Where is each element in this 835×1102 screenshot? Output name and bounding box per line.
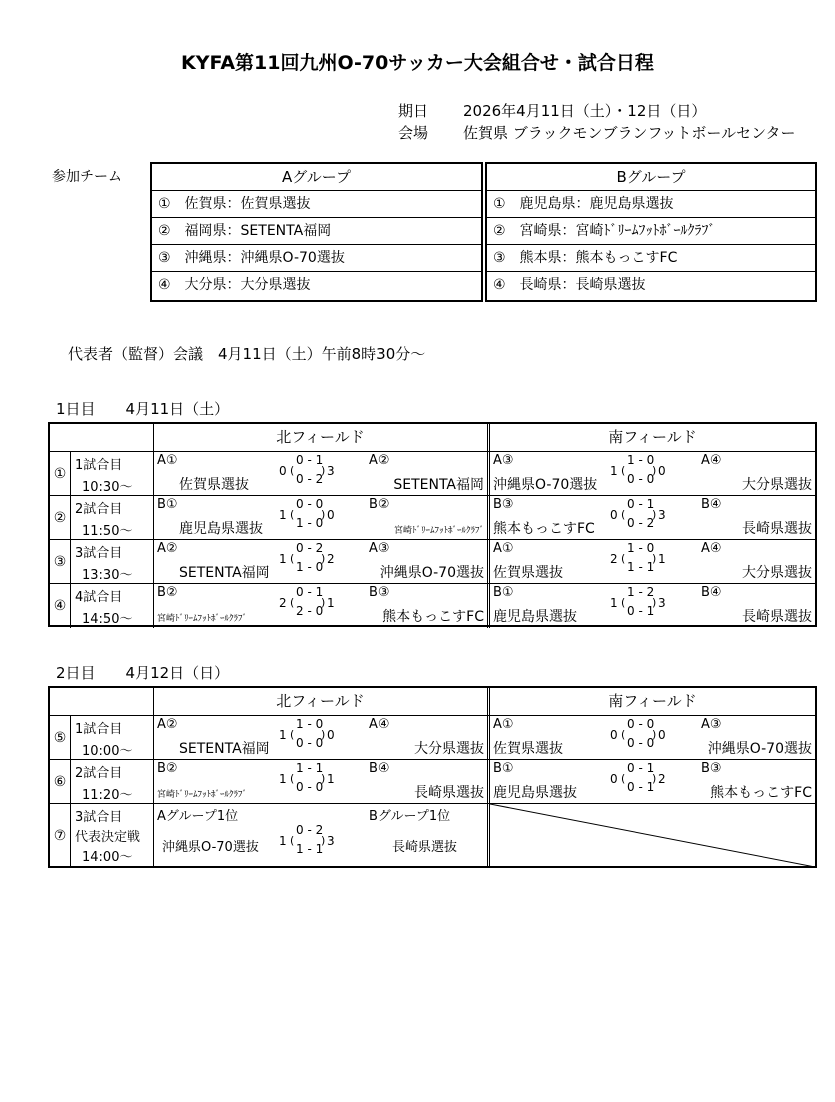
- paren-close: ): [652, 464, 657, 477]
- seed-code: A④: [701, 541, 722, 556]
- paren-open: (: [621, 508, 626, 521]
- paren-close: ): [321, 596, 326, 609]
- score-block: [279, 452, 345, 492]
- half-score: 1 - 1: [627, 560, 655, 574]
- score-total: 1: [327, 596, 335, 610]
- match-row: [50, 583, 815, 628]
- half-score: 0 - 1: [627, 497, 655, 511]
- paren-close: ): [321, 728, 326, 741]
- group-b-team: ① 鹿児島県：鹿児島県選抜: [487, 191, 815, 218]
- half-score: 1 - 1: [296, 761, 324, 775]
- score-total: 0: [610, 508, 618, 522]
- team-name: 長崎県選抜: [742, 609, 812, 625]
- south-match: [490, 716, 815, 760]
- half-score: 0 - 1: [296, 453, 324, 467]
- paren-close: ): [652, 508, 657, 521]
- group-b-team: ④ 長崎県：長崎県選抜: [493, 277, 646, 293]
- team-name: 佐賀県選抜: [493, 565, 563, 581]
- team-name: SETENTA福岡: [393, 477, 484, 493]
- score-total: 1: [279, 552, 287, 566]
- half-score: 0 - 2: [296, 472, 324, 486]
- score-total: 3: [658, 508, 666, 522]
- half-score: 2 - 0: [296, 604, 324, 618]
- group-a-team: ④ 大分県：大分県選抜: [158, 277, 311, 293]
- slot-cell: [71, 496, 154, 540]
- paren-close: ): [321, 508, 326, 521]
- seed-code: A③: [369, 541, 390, 556]
- seed-code: B③: [701, 761, 722, 776]
- paren-open: (: [290, 728, 295, 741]
- score-total: 1: [279, 508, 287, 522]
- group-a-team: ① 佐賀県：佐賀県選抜: [152, 191, 481, 218]
- score-block: [279, 822, 345, 862]
- day1-heading: 1日目 4月11日（土）: [56, 400, 230, 418]
- seed-code: B①: [493, 585, 514, 600]
- match-number: ⑥: [50, 760, 71, 804]
- page-title: KYFA第11回九州O-70サッカー大会組合せ・試合日程: [181, 52, 654, 74]
- score-block: [610, 760, 676, 800]
- score-total: 1: [279, 834, 287, 848]
- day2-table: [48, 686, 817, 868]
- team-name: 佐賀県選抜: [179, 477, 249, 493]
- score-block: [610, 452, 676, 492]
- score-total: 2: [327, 552, 335, 566]
- north-match: [154, 496, 490, 540]
- team-name: 熊本もっこすFC: [493, 521, 595, 537]
- group-a-header: Aグループ: [152, 164, 481, 191]
- slot-cell: [71, 540, 154, 584]
- group-a-team: ③ 沖縄県：沖縄県O-70選抜: [152, 245, 481, 272]
- north-match: [154, 716, 490, 760]
- paren-open: (: [290, 508, 295, 521]
- half-score: 1 - 2: [627, 585, 655, 599]
- score-total: 1: [279, 728, 287, 742]
- score-total: 0: [327, 508, 335, 522]
- team-name: SETENTA福岡: [179, 565, 270, 581]
- team-name: 沖縄県O-70選抜: [162, 840, 259, 855]
- day1-table: [48, 422, 817, 627]
- seed-code: Bグループ1位: [369, 809, 451, 824]
- slot-label: 1試合目: [75, 458, 123, 473]
- team-name: 沖縄県O-70選抜: [707, 741, 812, 757]
- kickoff-time: 10:00～: [82, 744, 133, 759]
- paren-close: ): [652, 596, 657, 609]
- south-match: [490, 760, 815, 804]
- seed-code: B②: [157, 585, 178, 600]
- slot-label: 4試合目: [75, 590, 123, 605]
- match-number: ①: [50, 452, 71, 496]
- south-field-header: 南フィールド: [608, 428, 697, 446]
- score-total: 1: [610, 596, 618, 610]
- team-name: 長崎県選抜: [742, 521, 812, 537]
- score-block: [279, 540, 345, 580]
- seed-code: A②: [369, 453, 390, 468]
- paren-open: (: [290, 552, 295, 565]
- north-match: [154, 760, 490, 804]
- half-score: 0 - 2: [296, 541, 324, 555]
- seed-code: A①: [157, 453, 178, 468]
- team-name: 佐賀県選抜: [493, 741, 563, 757]
- slot-label: 2試合目: [75, 766, 123, 781]
- seed-code: A②: [157, 541, 178, 556]
- seed-code: B④: [701, 585, 722, 600]
- south-match: [490, 540, 815, 584]
- score-total: 0: [658, 464, 666, 478]
- score-total: 2: [658, 772, 666, 786]
- half-score: 1 - 1: [296, 842, 324, 856]
- seed-code: B①: [493, 761, 514, 776]
- north-match: [154, 540, 490, 584]
- paren-close: ): [652, 772, 657, 785]
- slot-cell: [71, 584, 154, 628]
- score-block: [610, 716, 676, 756]
- corner-cell: [50, 688, 154, 715]
- seed-code: B④: [701, 497, 722, 512]
- paren-open: (: [290, 464, 295, 477]
- groups-label: 参加チーム: [52, 169, 122, 185]
- seed-code: B②: [157, 761, 178, 776]
- half-score: 0 - 0: [627, 736, 655, 750]
- team-name: 長崎県選抜: [414, 785, 484, 801]
- paren-open: (: [290, 772, 295, 785]
- score-block: [610, 496, 676, 536]
- seed-code: A①: [493, 717, 514, 732]
- slot-cell: [71, 716, 154, 760]
- kickoff-time: 11:20～: [82, 788, 133, 803]
- team-name: 宮崎ﾄﾞﾘｰﾑﾌｯﾄﾎﾞｰﾙｸﾗﾌﾞ: [157, 790, 248, 800]
- half-score: 0 - 0: [296, 736, 324, 750]
- score-total: 2: [279, 596, 287, 610]
- paren-close: ): [652, 728, 657, 741]
- team-name: 大分県選抜: [414, 741, 484, 757]
- paren-open: (: [621, 464, 626, 477]
- score-total: 1: [610, 464, 618, 478]
- half-score: 0 - 1: [627, 604, 655, 618]
- match-number: ②: [50, 496, 71, 540]
- score-total: 3: [658, 596, 666, 610]
- score-block: [279, 760, 345, 800]
- group-b-team: ③ 熊本県：熊本もっこすFC: [487, 245, 815, 272]
- score-total: 0: [658, 728, 666, 742]
- half-score: 0 - 0: [627, 717, 655, 731]
- team-name: 熊本もっこすFC: [710, 785, 812, 801]
- half-score: 1 - 0: [627, 541, 655, 555]
- north-match: [154, 584, 490, 628]
- team-name: 鹿児島県選抜: [493, 785, 577, 801]
- paren-open: (: [621, 772, 626, 785]
- score-total: 0: [279, 464, 287, 478]
- seed-code: B③: [493, 497, 514, 512]
- group-b: [485, 162, 817, 302]
- day2-heading: 2日目 4月12日（日）: [56, 664, 230, 682]
- score-total: 0: [610, 772, 618, 786]
- south-match: [490, 584, 815, 628]
- match-row: [50, 495, 815, 540]
- paren-open: (: [290, 596, 295, 609]
- kickoff-time: 14:50～: [82, 612, 133, 627]
- team-name: 鹿児島県選抜: [493, 609, 577, 625]
- paren-close: ): [321, 464, 326, 477]
- day2-header: [154, 688, 815, 715]
- south-field-header: 南フィールド: [608, 692, 697, 710]
- score-total: 0: [327, 728, 335, 742]
- group-a: [150, 162, 483, 302]
- score-block: [279, 496, 345, 536]
- final-match-row: [50, 803, 815, 867]
- corner-cell: [50, 424, 154, 451]
- south-match: [490, 496, 815, 540]
- match-row: [50, 715, 815, 760]
- half-score: 0 - 1: [296, 585, 324, 599]
- match-row: [50, 759, 815, 804]
- paren-open: (: [621, 728, 626, 741]
- slot-label: 2試合目: [75, 502, 123, 517]
- team-name: SETENTA福岡: [179, 741, 270, 757]
- score-total: 0: [610, 728, 618, 742]
- slot-cell: [71, 760, 154, 804]
- team-name: 大分県選抜: [742, 565, 812, 581]
- score-total: 1: [327, 772, 335, 786]
- seed-code: A④: [369, 717, 390, 732]
- half-score: 0 - 1: [627, 780, 655, 794]
- date-label: 期日: [398, 102, 429, 120]
- kickoff-time: 14:00～: [82, 850, 133, 865]
- group-a-team: ② 福岡県：SETENTA福岡: [152, 218, 481, 245]
- match-row: [50, 451, 815, 496]
- group-b-header: Bグループ: [487, 164, 815, 191]
- slot-cell: [71, 804, 154, 867]
- seed-code: B④: [369, 761, 390, 776]
- paren-close: ): [652, 552, 657, 565]
- paren-close: ): [321, 552, 326, 565]
- score-total: 2: [610, 552, 618, 566]
- slot-label: 3試合目: [75, 810, 123, 825]
- half-score: 0 - 2: [627, 516, 655, 530]
- day1-header: [154, 424, 815, 451]
- kickoff-time: 11:50～: [82, 524, 133, 539]
- score-total: 3: [327, 834, 335, 848]
- north-field-header: 北フィールド: [154, 424, 490, 451]
- paren-open: (: [621, 552, 626, 565]
- final-south-cell-empty: [490, 804, 815, 867]
- score-total: 1: [279, 772, 287, 786]
- north-match: [154, 452, 490, 496]
- kickoff-time: 10:30～: [82, 480, 133, 495]
- team-name: 大分県選抜: [742, 477, 812, 493]
- slot-cell: [71, 452, 154, 496]
- half-score: 0 - 0: [627, 472, 655, 486]
- seed-code: A④: [701, 453, 722, 468]
- score-block: [610, 540, 676, 580]
- score-block: [610, 584, 676, 624]
- seed-code: B①: [157, 497, 178, 512]
- paren-open: (: [290, 834, 295, 847]
- seed-code: B②: [369, 497, 390, 512]
- team-name: 宮崎ﾄﾞﾘｰﾑﾌｯﾄﾎﾞｰﾙｸﾗﾌﾞ: [393, 526, 484, 536]
- half-score: 0 - 2: [296, 823, 324, 837]
- team-name: 沖縄県O-70選抜: [493, 477, 598, 493]
- match-number: ⑦: [50, 804, 71, 867]
- seed-code: B③: [369, 585, 390, 600]
- team-name: 長崎県選抜: [392, 840, 458, 855]
- venue-label: 会場: [398, 124, 429, 142]
- paren-open: (: [621, 596, 626, 609]
- team-name: 宮崎ﾄﾞﾘｰﾑﾌｯﾄﾎﾞｰﾙｸﾗﾌﾞ: [157, 614, 248, 624]
- half-score: 1 - 0: [296, 516, 324, 530]
- half-score: 0 - 0: [296, 497, 324, 511]
- slot-label-2: 代表決定戦: [75, 830, 141, 845]
- paren-close: ): [321, 772, 326, 785]
- diagonal-line: [490, 804, 815, 867]
- score-block: [279, 584, 345, 624]
- north-field-header: 北フィールド: [154, 688, 490, 715]
- slot-label: 3試合目: [75, 546, 123, 561]
- score-total: 1: [658, 552, 666, 566]
- group-b-team: ② 宮崎県：宮崎ﾄﾞﾘｰﾑﾌｯﾄﾎﾞｰﾙｸﾗﾌﾞ: [487, 218, 815, 245]
- match-number: ⑤: [50, 716, 71, 760]
- match-number: ③: [50, 540, 71, 584]
- match-row: [50, 539, 815, 584]
- seed-code: A③: [493, 453, 514, 468]
- groups-table: [150, 162, 817, 302]
- half-score: 1 - 0: [296, 717, 324, 731]
- final-north-cell: [154, 804, 490, 867]
- seed-code: Aグループ1位: [157, 809, 239, 824]
- team-name: 鹿児島県選抜: [179, 521, 263, 537]
- slot-label: 1試合目: [75, 722, 123, 737]
- half-score: 0 - 0: [296, 780, 324, 794]
- seed-code: A①: [493, 541, 514, 556]
- match-number: ④: [50, 584, 71, 628]
- kickoff-time: 13:30～: [82, 568, 133, 583]
- meeting-note: 代表者（監督）会議 4月11日（土）午前8時30分～: [68, 345, 426, 363]
- team-name: 沖縄県O-70選抜: [379, 565, 484, 581]
- seed-code: A②: [157, 717, 178, 732]
- score-block: [279, 716, 345, 756]
- team-name: 熊本もっこすFC: [382, 609, 484, 625]
- score-total: 3: [327, 464, 335, 478]
- venue-value: 佐賀県 ブラックモンブランフットボールセンター: [463, 124, 796, 142]
- half-score: 0 - 1: [627, 761, 655, 775]
- date-value: 2026年4月11日（土）・12日（日）: [463, 102, 707, 120]
- half-score: 1 - 0: [627, 453, 655, 467]
- south-match: [490, 452, 815, 496]
- seed-code: A③: [701, 717, 722, 732]
- half-score: 1 - 0: [296, 560, 324, 574]
- paren-close: ): [321, 834, 326, 847]
